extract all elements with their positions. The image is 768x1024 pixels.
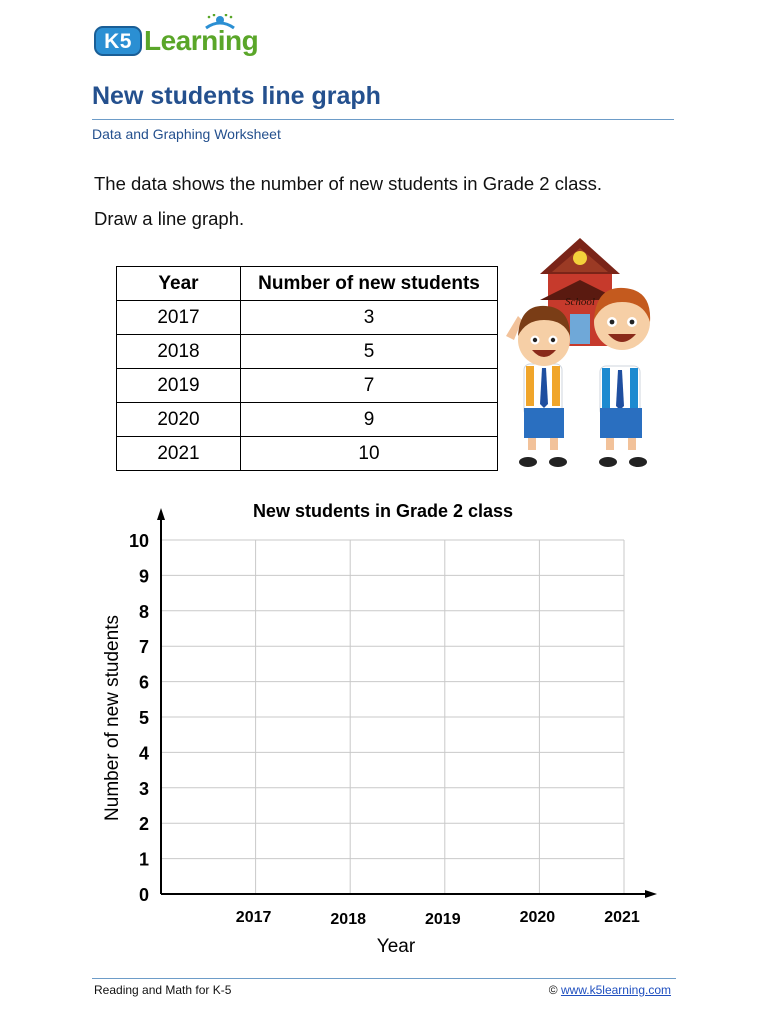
k5learning-link[interactable]: www.k5learning.com <box>560 983 671 997</box>
table-cell-year: 2018 <box>117 335 241 369</box>
x-tick-label: 2019 <box>425 911 461 928</box>
table-cell-year: 2021 <box>117 437 241 471</box>
table-header-year: Year <box>117 267 241 301</box>
y-tick-label: 2 <box>138 814 149 835</box>
x-tick-label: 2017 <box>235 909 272 926</box>
table-cell-year: 2017 <box>117 301 241 335</box>
chart-grid <box>161 540 624 894</box>
x-tick-label: 2021 <box>604 909 640 926</box>
table-cell-count: 3 <box>241 301 498 335</box>
y-tick-label: 1 <box>138 849 149 870</box>
y-tick-label: 0 <box>138 885 149 905</box>
y-tick-label: 4 <box>138 743 149 764</box>
logo-badge: K5 <box>94 26 142 56</box>
y-tick-label: 10 <box>128 531 149 551</box>
table-cell-count: 9 <box>241 403 498 437</box>
x-tick-label: 2020 <box>519 909 556 926</box>
table-cell-count: 10 <box>241 437 498 471</box>
table-header-count: Number of new students <box>241 267 498 301</box>
page-title: New students line graph <box>92 82 381 110</box>
chart-title: New students in Grade 2 class <box>252 501 514 521</box>
x-axis-arrow-icon <box>645 890 657 898</box>
footer-copyright <box>549 983 671 997</box>
logo-wordmark: Learning <box>144 25 259 56</box>
table-cell-count: 5 <box>241 335 498 369</box>
y-tick-label: 5 <box>138 708 149 728</box>
table-cell-year: 2019 <box>117 369 241 403</box>
table-cell-count: 7 <box>241 369 498 403</box>
y-axis-arrow-icon <box>157 508 165 520</box>
school-sign: School <box>565 296 595 308</box>
x-tick-label: 2018 <box>330 911 366 928</box>
chart-axes <box>157 508 657 898</box>
y-tick-label: 7 <box>138 637 149 658</box>
x-tick-labels <box>236 909 640 928</box>
footer-tagline: Reading and Math for K-5 <box>94 983 232 997</box>
y-tick-label: 3 <box>138 778 149 799</box>
x-axis-label: Year <box>376 936 416 957</box>
footer-divider <box>92 978 676 979</box>
y-tick-label: 9 <box>138 566 149 587</box>
page-subtitle: Data and Graphing Worksheet <box>92 126 281 142</box>
y-tick-labels <box>129 531 149 905</box>
y-tick-label: 6 <box>138 672 149 693</box>
y-tick-label: 8 <box>138 601 149 622</box>
instruction-line-1: The data shows the number of new students in Grade 2 class. <box>94 173 603 194</box>
copyright-symbol: © <box>548 983 558 997</box>
table-cell-year: 2020 <box>117 403 241 437</box>
y-axis-label: Number of new students <box>102 615 123 821</box>
instruction-line-2: Draw a line graph. <box>94 208 245 229</box>
